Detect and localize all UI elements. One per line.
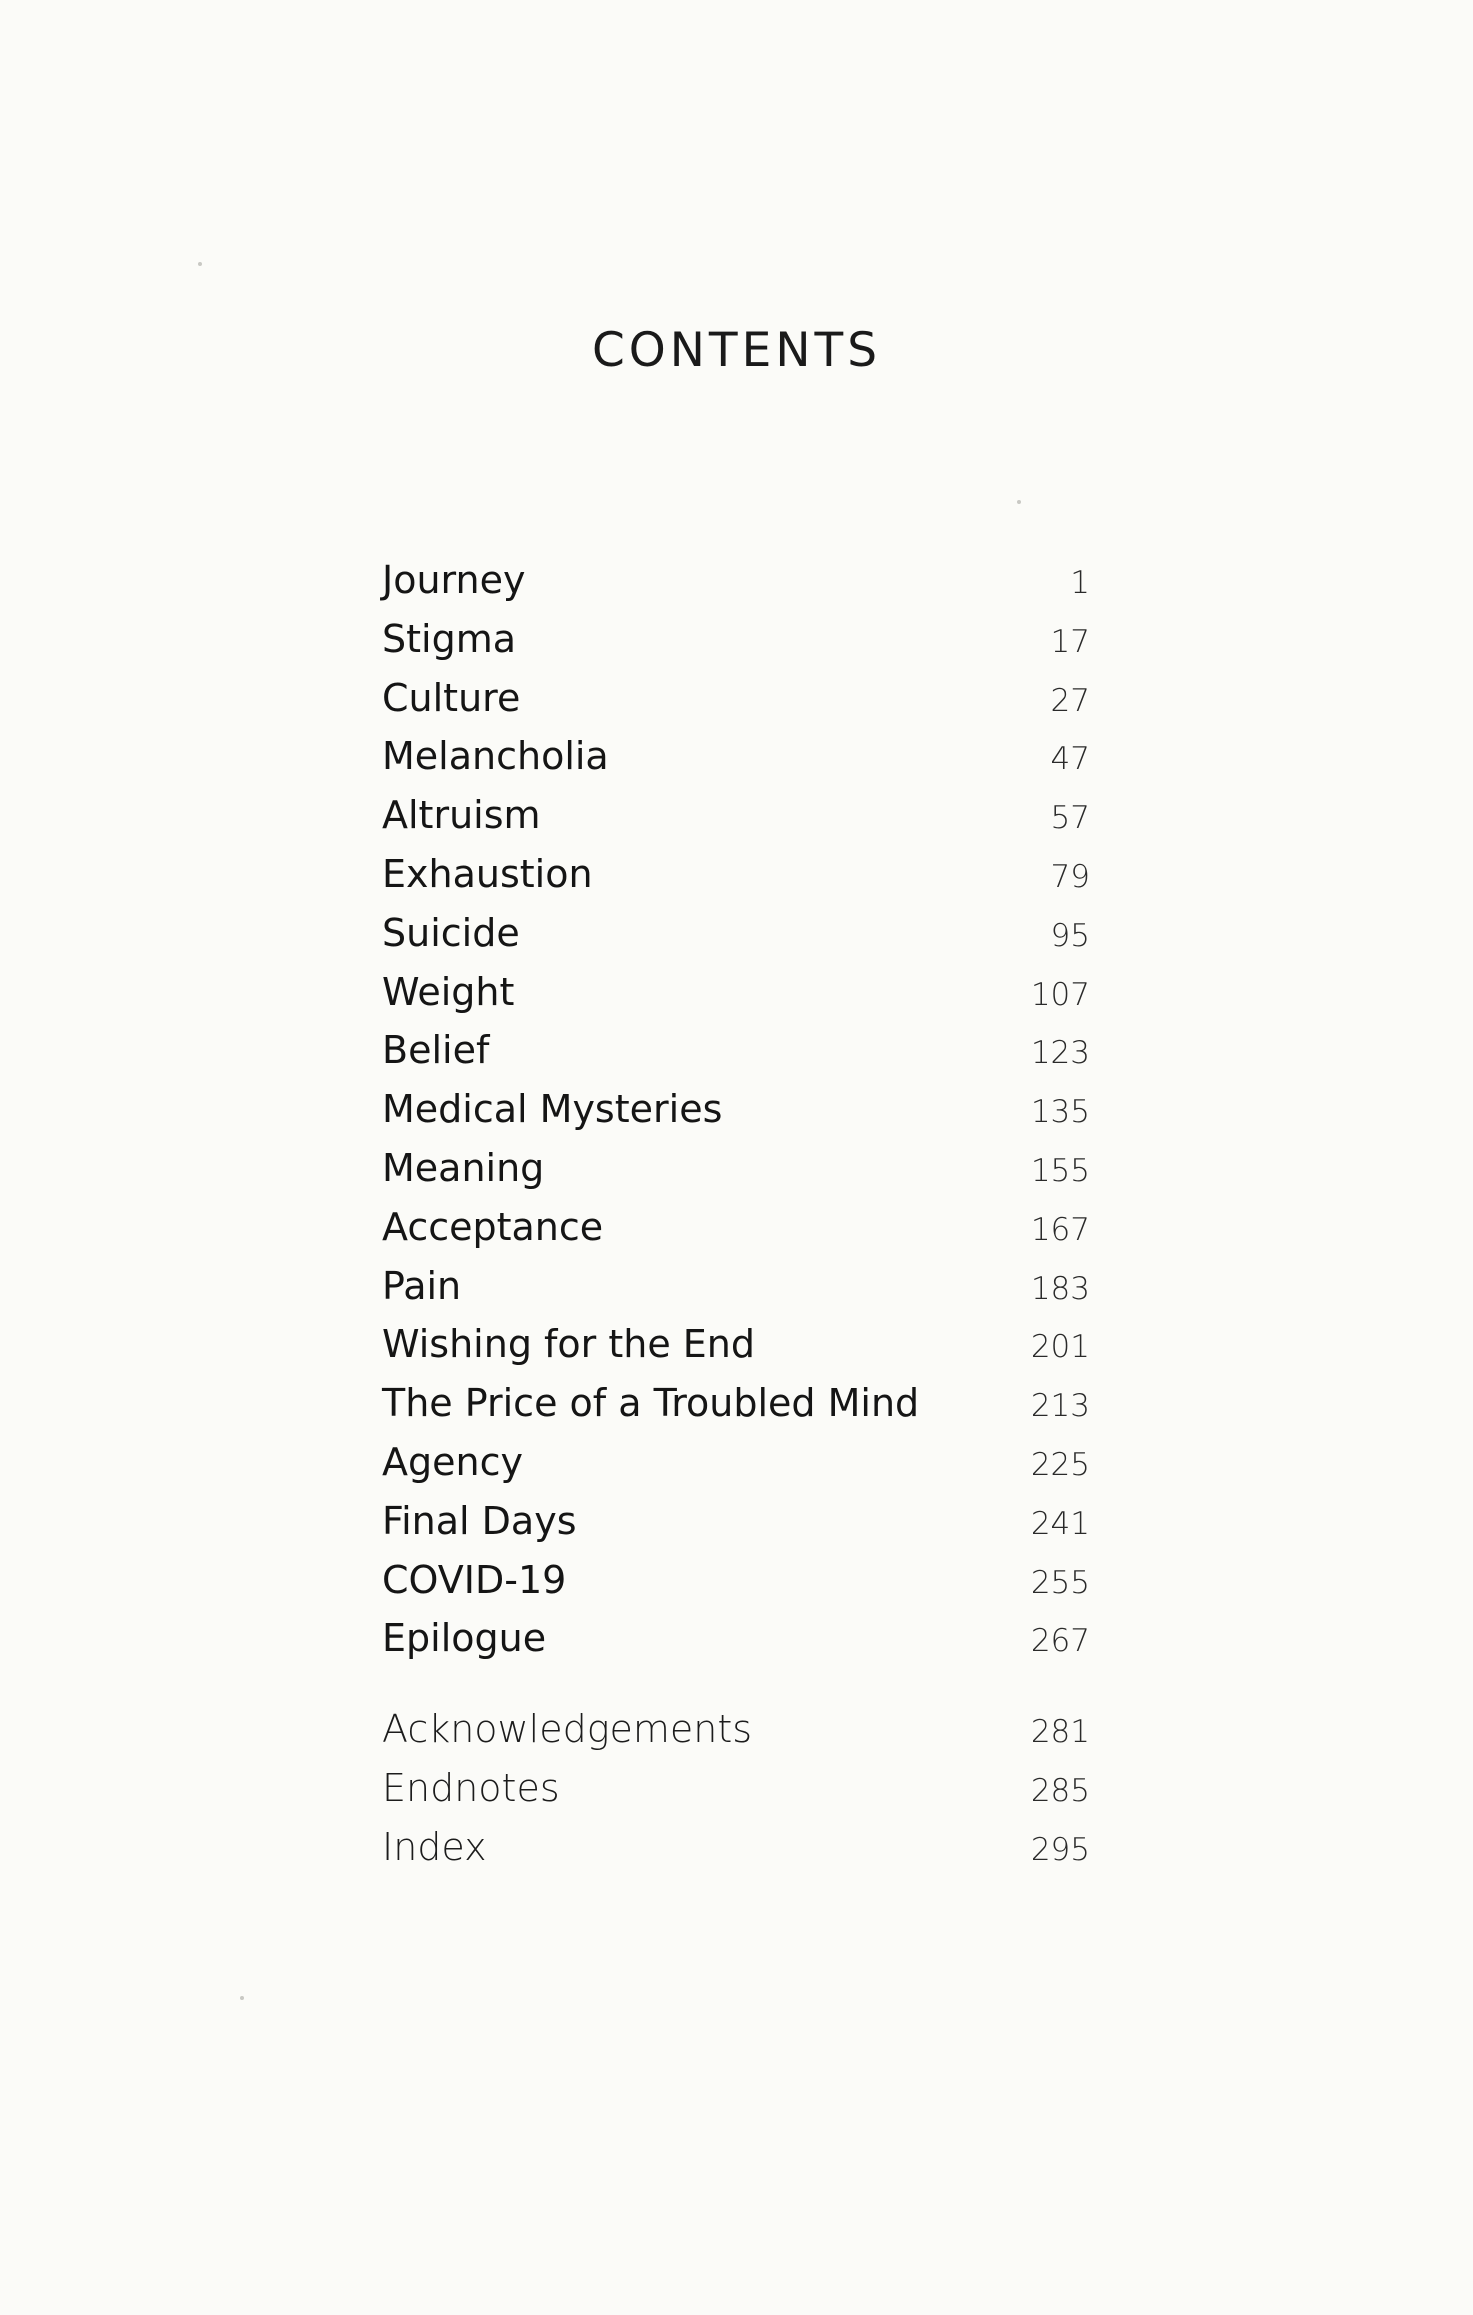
toc-entry-page: 47	[1050, 741, 1090, 778]
toc-entry-page: 57	[1050, 800, 1090, 837]
paper-speck	[198, 262, 202, 266]
toc-entry-page: 295	[1030, 1831, 1090, 1868]
toc-entry-title: Melancholia	[382, 734, 609, 779]
toc-entry[interactable]	[382, 786, 1090, 845]
toc-entry-page: 79	[1050, 858, 1090, 895]
toc-entry-title: Weight	[382, 969, 515, 1014]
toc-entry-title: Journey	[382, 558, 526, 602]
page-title: CONTENTS	[591, 323, 882, 378]
toc-entry-title: Acceptance	[382, 1204, 604, 1249]
toc-entry-title: COVID-19	[382, 1557, 567, 1602]
toc-entry-title: Exhaustion	[382, 851, 593, 896]
toc-entry[interactable]	[382, 1818, 1090, 1877]
toc-entry-page: 27	[1050, 682, 1090, 719]
toc-entry-title: Stigma	[382, 616, 517, 661]
toc-entry-title: Culture	[382, 675, 521, 720]
toc-entry-title: The Price of a Troubled Mind	[382, 1381, 920, 1426]
toc-entry-page: 135	[1030, 1094, 1090, 1131]
toc-entry-page: 225	[1030, 1446, 1090, 1483]
toc-entry-title: Index	[382, 1824, 487, 1869]
back-matter-list	[382, 1700, 1090, 1876]
toc-entry-title: Agency	[382, 1439, 523, 1484]
toc-entry[interactable]	[382, 963, 1090, 1022]
toc-entry-page: 285	[1030, 1772, 1090, 1809]
toc-entry-page: 167	[1030, 1211, 1090, 1248]
chapter-list	[382, 551, 1090, 1668]
toc-entry[interactable]	[382, 845, 1090, 904]
toc-entry[interactable]	[382, 1609, 1090, 1668]
toc-entry[interactable]	[382, 1021, 1090, 1080]
toc-entry-title: Meaning	[382, 1145, 545, 1190]
toc-entry-title: Epilogue	[382, 1616, 547, 1661]
toc-entry-page: 201	[1030, 1329, 1090, 1366]
toc-entry-title: Wishing for the End	[382, 1322, 756, 1367]
toc-entry[interactable]	[382, 1080, 1090, 1139]
toc-entry-page: 241	[1030, 1505, 1090, 1542]
toc-entry-page: 281	[1030, 1714, 1090, 1750]
toc-entry-page: 123	[1030, 1035, 1090, 1072]
toc-entry[interactable]	[382, 1551, 1090, 1610]
toc-entry-page: 183	[1030, 1270, 1090, 1307]
toc-entry[interactable]	[382, 1139, 1090, 1198]
toc-entry-page: 155	[1030, 1152, 1090, 1189]
toc-entry[interactable]	[382, 904, 1090, 963]
toc-entry-page: 213	[1030, 1388, 1090, 1425]
toc-entry[interactable]	[382, 727, 1090, 786]
toc-entry-page: 267	[1030, 1623, 1090, 1660]
toc-entry[interactable]	[382, 1374, 1090, 1433]
toc-entry[interactable]	[382, 669, 1090, 728]
toc-entry[interactable]	[382, 1700, 1090, 1759]
toc-entry[interactable]	[382, 1198, 1090, 1257]
toc-entry[interactable]	[382, 1315, 1090, 1374]
toc-entry-title: Pain	[382, 1263, 462, 1308]
toc-entry-title: Final Days	[382, 1498, 577, 1543]
toc-entry-title: Endnotes	[382, 1765, 560, 1810]
toc-entry[interactable]	[382, 1492, 1090, 1551]
paper-speck	[240, 1996, 244, 2000]
toc-entry-page: 95	[1050, 917, 1090, 954]
toc-entry-page: 107	[1030, 976, 1090, 1013]
toc-entry-title: Medical Mysteries	[382, 1087, 723, 1132]
toc-entry-page: 17	[1050, 623, 1090, 660]
paper-speck	[1017, 500, 1021, 504]
toc-entry-title: Acknowledgements	[382, 1707, 753, 1751]
toc-entry[interactable]	[382, 610, 1090, 669]
toc-entry-page: 1	[1070, 565, 1090, 601]
toc-entry-title: Altruism	[382, 793, 541, 838]
toc-entry[interactable]	[382, 1257, 1090, 1316]
toc-entry-page: 255	[1030, 1564, 1090, 1601]
toc-entry[interactable]	[382, 551, 1090, 610]
toc-entry-title: Belief	[382, 1028, 490, 1073]
toc-entry[interactable]	[382, 1433, 1090, 1492]
toc-entry-title: Suicide	[382, 910, 520, 955]
toc-entry[interactable]	[382, 1759, 1090, 1818]
